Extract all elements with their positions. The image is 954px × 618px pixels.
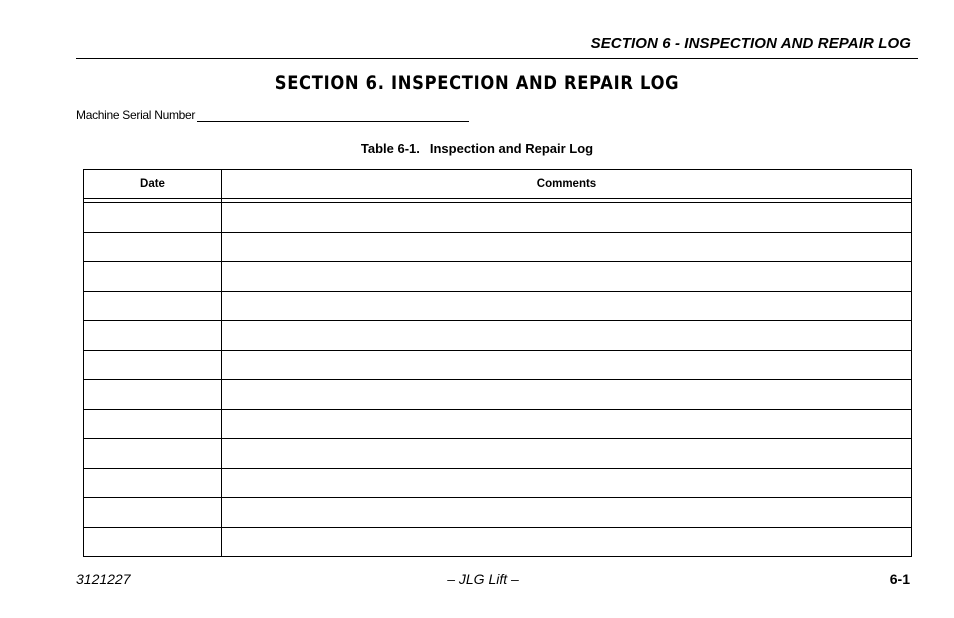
table-header-row [84,170,912,199]
comments-cell[interactable] [222,409,912,439]
table-caption-number: Table 6-1. [360,141,420,156]
section-title: SECTION 6. INSPECTION AND REPAIR LOG [274,72,680,94]
comments-cell[interactable] [222,291,912,321]
comments-cell[interactable] [222,350,912,380]
date-cell[interactable] [84,262,222,292]
date-cell[interactable] [84,527,222,557]
date-cell[interactable] [84,350,222,380]
table-caption [0,141,954,156]
date-cell[interactable] [84,498,222,528]
table-row [84,203,912,233]
comments-cell[interactable] [222,232,912,262]
date-cell[interactable] [84,468,222,498]
table-row [84,321,912,351]
serial-number-field [76,108,469,122]
table-caption-title: Inspection and Repair Log [429,141,594,156]
comments-cell[interactable] [222,203,912,233]
comments-cell[interactable] [222,262,912,292]
table-row [84,291,912,321]
date-cell[interactable] [84,321,222,351]
table-row [84,380,912,410]
table-row [84,468,912,498]
table-row [84,439,912,469]
running-header-title: SECTION 6 - INSPECTION AND REPAIR LOG [590,35,911,52]
comments-cell[interactable] [222,321,912,351]
comments-cell[interactable] [222,468,912,498]
table-row [84,527,912,557]
date-cell[interactable] [84,232,222,262]
footer-doc-number: 3121227 [76,571,131,587]
table-row [84,498,912,528]
inspection-repair-log-table [83,169,912,557]
date-cell[interactable] [84,409,222,439]
column-header-date: Date [84,170,222,199]
date-cell[interactable] [84,203,222,233]
date-cell[interactable] [84,291,222,321]
comments-cell[interactable] [222,527,912,557]
footer-brand: – JLG Lift – [447,571,519,587]
header-rule [76,58,918,59]
serial-number-label: Machine Serial Number [76,108,196,122]
serial-number-blank-line [197,109,469,122]
comments-cell[interactable] [222,439,912,469]
table-row [84,232,912,262]
date-cell[interactable] [84,380,222,410]
date-cell[interactable] [84,439,222,469]
comments-cell[interactable] [222,498,912,528]
comments-cell[interactable] [222,380,912,410]
table-row [84,262,912,292]
footer-page-number: 6-1 [889,571,910,587]
column-header-comments: Comments [222,170,912,199]
table-row [84,409,912,439]
table-row [84,350,912,380]
